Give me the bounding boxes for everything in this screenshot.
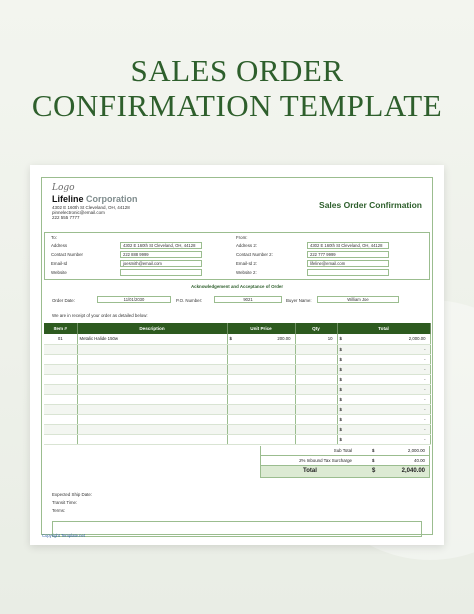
subtotal-value: 2,000.00 <box>407 448 425 453</box>
total-label: Total <box>303 468 317 474</box>
table-row <box>44 374 430 384</box>
total-cell[interactable] <box>337 394 430 404</box>
item-number-cell[interactable] <box>44 364 77 374</box>
currency-symbol: $ <box>339 396 342 402</box>
table-row <box>44 394 430 404</box>
to-contact-field[interactable]: 222 888 9999 <box>120 251 202 258</box>
from-website-label: Website 2: <box>236 270 257 275</box>
currency-symbol: $ <box>339 336 342 342</box>
unit-price-cell[interactable] <box>227 354 295 364</box>
qty-cell[interactable] <box>295 374 337 384</box>
company-email: pinnelectronic@email.com <box>52 210 105 215</box>
item-number-cell[interactable] <box>44 434 77 444</box>
table-row <box>44 424 430 434</box>
company-phone: 222 555 7777 <box>52 215 80 220</box>
total-cell[interactable] <box>337 334 430 344</box>
total-cell-value: - <box>424 406 426 412</box>
qty-cell[interactable] <box>295 434 337 444</box>
currency-symbol: $ <box>339 416 342 422</box>
qty-cell[interactable] <box>295 384 337 394</box>
unit-price-cell[interactable] <box>227 344 295 354</box>
col-unit-price: Unit Price <box>227 323 295 334</box>
qty-cell-value: 10 <box>327 336 333 342</box>
qty-cell[interactable] <box>295 354 337 364</box>
total-cell-value: - <box>424 416 426 422</box>
company-name-bold: Lifeline <box>52 194 84 204</box>
tax-label: 2% Inbound Tax Surcharge <box>299 458 352 463</box>
description-cell-value: Metalic Halide 150w <box>79 336 118 342</box>
company-address: 4302 E 160th St Cleveland, OH, 44128 <box>52 205 130 210</box>
currency-symbol: $ <box>229 336 232 342</box>
table-row <box>44 354 430 364</box>
description-cell[interactable] <box>77 354 227 364</box>
order-date-label: Order Date: <box>52 298 75 303</box>
from-email-label: Email-Id 2: <box>236 261 257 266</box>
document-frame <box>41 177 433 535</box>
total-cell-value: - <box>424 356 426 362</box>
copyright-link[interactable]: Copyright Template.net <box>42 533 85 538</box>
currency-symbol: $ <box>339 356 342 362</box>
description-cell[interactable] <box>77 334 227 344</box>
currency-symbol: $ <box>339 426 342 432</box>
total-cell-value: - <box>424 396 426 402</box>
qty-cell[interactable] <box>295 344 337 354</box>
currency-symbol: $ <box>339 366 342 372</box>
unit-price-cell[interactable] <box>227 424 295 434</box>
item-number-cell[interactable] <box>44 334 77 344</box>
unit-price-cell[interactable] <box>227 364 295 374</box>
buyer-name-label: Buyer Name: <box>286 298 312 303</box>
qty-cell[interactable] <box>295 364 337 374</box>
total-cell[interactable] <box>337 344 430 354</box>
table-row <box>44 364 430 374</box>
items-header-row <box>44 323 430 334</box>
table-row <box>44 404 430 414</box>
from-contact-label: Contact Number 2: <box>236 252 273 257</box>
to-contact-label: Contact Number <box>51 252 83 257</box>
item-number-cell-value: 01 <box>57 336 63 342</box>
po-number-field[interactable]: 9021 <box>214 296 282 303</box>
to-heading: To: <box>51 235 57 240</box>
from-address-label: Address 2: <box>236 243 257 248</box>
document-title: Sales Order Confirmation <box>319 200 422 210</box>
total-cell-value: - <box>424 436 426 442</box>
unit-price-cell[interactable] <box>227 384 295 394</box>
parties-section <box>44 232 430 280</box>
total-cell-value: - <box>424 366 426 372</box>
qty-cell[interactable] <box>295 334 337 344</box>
currency-symbol: $ <box>339 406 342 412</box>
item-number-cell[interactable] <box>44 424 77 434</box>
from-contact-field[interactable]: 222 777 9999 <box>307 251 389 258</box>
unit-price-cell[interactable] <box>227 434 295 444</box>
ship-date-label: Expected Ship Date: <box>52 492 93 497</box>
total-cell[interactable] <box>337 364 430 374</box>
total-value: 2,040.00 <box>401 468 425 474</box>
total-cell[interactable] <box>337 374 430 384</box>
qty-cell[interactable] <box>295 414 337 424</box>
company-name-rest: Corporation <box>83 194 138 204</box>
unit-price-cell-value: 200.00 <box>277 336 291 342</box>
item-number-cell[interactable] <box>44 384 77 394</box>
headline-line2: CONFIRMATION TEMPLATE <box>31 88 443 123</box>
from-website-field[interactable] <box>307 269 389 276</box>
tax-value: 40.00 <box>414 458 425 463</box>
receipt-note: We are in receipt of your order as detailed below: <box>52 313 148 318</box>
col-total: Total <box>337 323 430 334</box>
description-cell[interactable] <box>77 384 227 394</box>
item-number-cell[interactable] <box>44 414 77 424</box>
description-cell[interactable] <box>77 364 227 374</box>
currency-symbol: $ <box>339 436 342 442</box>
terms-field[interactable] <box>52 521 422 537</box>
table-row <box>44 344 430 354</box>
total-cell[interactable] <box>337 434 430 444</box>
unit-price-cell[interactable] <box>227 374 295 384</box>
tax-row <box>260 456 430 466</box>
item-number-cell[interactable] <box>44 344 77 354</box>
items-table <box>44 323 431 445</box>
order-date-field[interactable]: 11/01/2030 <box>97 296 171 303</box>
to-address-field[interactable]: 4302 E 160th St Cleveland, OH, 44128 <box>120 242 202 249</box>
qty-cell[interactable] <box>295 404 337 414</box>
item-number-cell[interactable] <box>44 394 77 404</box>
total-cell-value: - <box>424 426 426 432</box>
total-cell-value: 2,000.00 <box>408 336 426 342</box>
from-email-field[interactable]: lifeline@email.com <box>307 260 389 267</box>
tax-currency: $ <box>372 458 375 463</box>
table-row <box>44 384 430 394</box>
unit-price-cell[interactable] <box>227 404 295 414</box>
qty-cell[interactable] <box>295 424 337 434</box>
item-number-cell[interactable] <box>44 404 77 414</box>
col-qty: Qty <box>295 323 337 334</box>
total-cell[interactable] <box>337 404 430 414</box>
company-name <box>52 194 138 204</box>
total-row <box>260 466 430 478</box>
col-description: Description <box>77 323 227 334</box>
currency-symbol: $ <box>339 346 342 352</box>
unit-price-cell[interactable] <box>227 414 295 424</box>
headline-line1: SALES ORDER <box>130 53 344 88</box>
from-address-field[interactable]: 4302 E 160th St Cleveland, OH, 44128 <box>307 242 389 249</box>
total-cell-value: - <box>424 376 426 382</box>
description-cell[interactable] <box>77 394 227 404</box>
po-number-label: P.O. Number: <box>176 298 203 303</box>
table-row <box>44 334 430 344</box>
description-cell[interactable] <box>77 424 227 434</box>
acknowledgement-heading: Acknowledgement and Acceptance of Order <box>190 284 284 289</box>
to-address-label: Address <box>51 243 68 248</box>
item-number-cell[interactable] <box>44 354 77 364</box>
from-heading: From: <box>236 235 248 240</box>
unit-price-cell[interactable] <box>227 394 295 404</box>
subtotal-label: Sub Total <box>333 448 352 453</box>
description-cell[interactable] <box>77 344 227 354</box>
subtotal-currency: $ <box>372 448 375 453</box>
total-cell-value: - <box>424 346 426 352</box>
total-cell[interactable] <box>337 354 430 364</box>
description-cell[interactable] <box>77 404 227 414</box>
to-email-label: Email-Id <box>51 261 68 266</box>
to-email-field[interactable]: joesmith@email.com <box>120 260 202 267</box>
transit-time-label: Transit Time: <box>52 500 78 505</box>
buyer-name-field[interactable]: William Joe <box>317 296 399 303</box>
currency-symbol: $ <box>339 386 342 392</box>
unit-price-cell[interactable] <box>227 334 295 344</box>
to-website-label: Website <box>51 270 67 275</box>
col-item-number: Item # <box>44 323 77 334</box>
total-cell-value: - <box>424 386 426 392</box>
total-cell[interactable] <box>337 384 430 394</box>
to-website-field[interactable] <box>120 269 202 276</box>
table-row <box>44 434 430 444</box>
description-cell[interactable] <box>77 414 227 424</box>
description-cell[interactable] <box>77 374 227 384</box>
table-row <box>44 414 430 424</box>
currency-symbol: $ <box>339 376 342 382</box>
terms-label: Terms: <box>52 508 66 513</box>
item-number-cell[interactable] <box>44 374 77 384</box>
company-logo: Logo <box>52 183 75 193</box>
total-cell[interactable] <box>337 414 430 424</box>
description-cell[interactable] <box>77 434 227 444</box>
subtotal-row <box>260 446 430 456</box>
qty-cell[interactable] <box>295 394 337 404</box>
total-cell[interactable] <box>337 424 430 434</box>
document-preview <box>30 165 444 545</box>
total-currency: $ <box>372 468 376 474</box>
